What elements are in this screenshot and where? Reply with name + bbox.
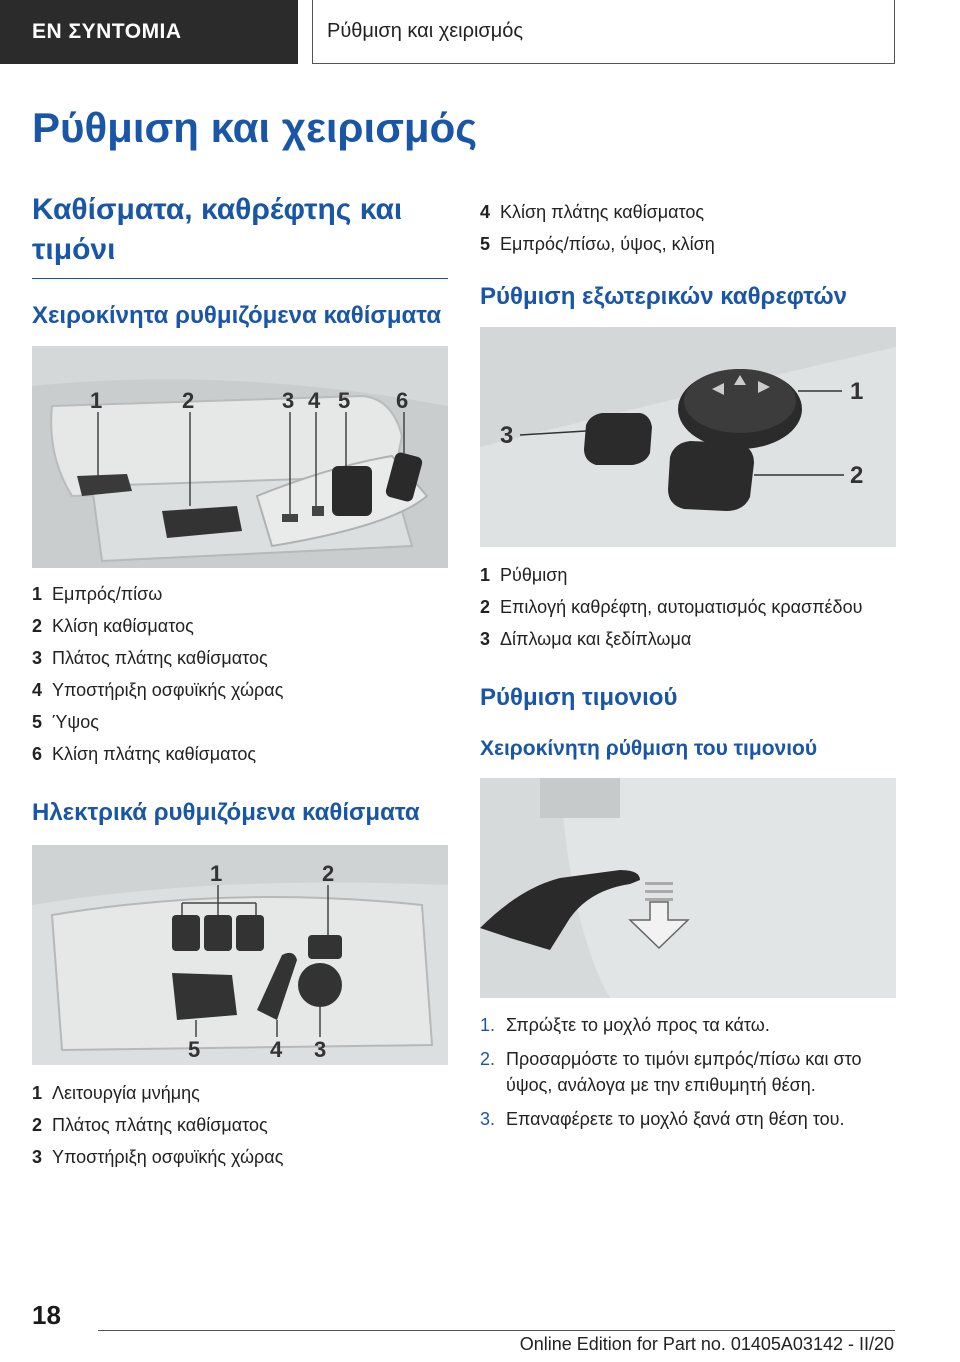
heading-manual-seats: Χειροκίνητα ρυθμιζόμενα καθίσματα	[32, 302, 442, 329]
list-item	[32, 674, 448, 706]
item-number: 2	[32, 616, 43, 636]
callout-label: 3	[282, 388, 295, 413]
item-number: 1	[32, 1083, 43, 1103]
steering-lever-image	[480, 778, 896, 998]
list-item	[32, 738, 448, 770]
step-text: Επαναφέρετε το μοχλό ξανά στη θέση του.	[506, 1109, 845, 1129]
item-text: Επιλογή καθρέφτη, αυτοματισμός κρασπέδου	[500, 597, 863, 617]
steering-lever-illustration	[480, 778, 896, 998]
callout-label: 4	[270, 1037, 283, 1062]
item-text: Υποστήριξη οσφυϊκής χώρας	[52, 1147, 284, 1167]
callout-label: 6	[396, 388, 409, 413]
item-text: Λειτουργία μνήμης	[52, 1083, 200, 1103]
list-item	[32, 1109, 448, 1141]
callout-label: 1	[210, 861, 223, 886]
item-text: Κλίση πλάτης καθίσματος	[52, 744, 257, 764]
item-number: 1	[32, 584, 43, 604]
item-number: 3	[32, 648, 43, 668]
list-item	[32, 578, 448, 610]
list-item	[480, 623, 896, 655]
list-item	[32, 642, 448, 674]
mirror-control-legend	[480, 559, 896, 655]
item-number: 3	[480, 629, 491, 649]
callout-label: 1	[850, 378, 864, 405]
electric-seat-image	[32, 845, 448, 1065]
heading-exterior-mirrors: Ρύθμιση εξωτερικών καθρεφτών	[480, 283, 847, 310]
right-column	[480, 196, 896, 1140]
callout-label: 2	[850, 462, 864, 489]
callout-label: 4	[308, 388, 321, 413]
list-item	[32, 706, 448, 738]
item-text: Κλίση καθίσματος	[52, 616, 194, 636]
callout-label: 5	[338, 388, 351, 413]
heading-electric-seats: Ηλεκτρικά ρυθμιζόμενα καθίσματα	[32, 799, 420, 826]
item-number: 1	[480, 565, 491, 585]
callout-label: 5	[188, 1037, 201, 1062]
step-number: 3.	[480, 1109, 496, 1129]
callout-label: 1	[90, 388, 103, 413]
step-text: Προσαρμόστε το τιμόνι εμπρός/πίσω και στο ύψος, ανάλογα με την επιθυμητή θέση.	[506, 1049, 862, 1095]
manual-seat-legend	[32, 578, 448, 770]
list-item	[480, 196, 896, 228]
heading-steering-wheel: Ρύθμιση τιμονιού	[480, 684, 678, 711]
steering-steps	[480, 1012, 896, 1132]
callout-label: 3	[314, 1037, 327, 1062]
page-number: 18	[32, 1300, 61, 1330]
manual-seat-image	[32, 346, 448, 568]
section-heading-seats-mirror-wheel: Καθίσματα, καθρέφτης και τιμόνι	[32, 190, 448, 279]
subheading-manual-steering: Χειροκίνητη ρύθμιση του τιμονιού	[480, 737, 818, 760]
list-item	[32, 1077, 448, 1109]
step-item	[480, 1106, 896, 1132]
callout-label: 2	[182, 388, 195, 413]
left-column	[32, 190, 448, 1173]
list-item	[480, 591, 896, 623]
manual-seat-illustration	[32, 346, 448, 568]
callout-label: 2	[322, 861, 335, 886]
item-text: Ρύθμιση	[500, 565, 568, 585]
item-number: 4	[32, 680, 43, 700]
step-number: 1.	[480, 1015, 496, 1035]
list-item	[480, 228, 896, 260]
electric-seat-illustration	[32, 845, 448, 1065]
item-text: Δίπλωμα και ξεδίπλωμα	[500, 629, 692, 649]
item-number: 6	[32, 744, 43, 764]
item-text: Εμπρός/πίσω, ύψος, κλίση	[500, 234, 715, 254]
callout-label: 3	[500, 422, 514, 449]
page-title: Ρύθμιση και χειρισμός	[32, 104, 478, 151]
list-item	[32, 610, 448, 642]
item-text: Εμπρός/πίσω	[52, 584, 163, 604]
item-number: 5	[32, 712, 43, 732]
mirror-control-image	[480, 327, 896, 547]
edition-footer: Online Edition for Part no. 01405A03142 - II/20	[519, 1334, 894, 1354]
section-tab: ΕΝ ΣΥΝΤΟΜΙΑ	[0, 0, 298, 64]
item-number: 2	[480, 597, 491, 617]
item-text: Πλάτος πλάτης καθίσματος	[52, 648, 268, 668]
item-number: 5	[480, 234, 491, 254]
list-item	[32, 1141, 448, 1173]
electric-seat-legend	[32, 1077, 448, 1173]
step-item	[480, 1046, 896, 1098]
item-text: Πλάτος πλάτης καθίσματος	[52, 1115, 268, 1135]
chapter-title: Ρύθμιση και χειρισμός	[312, 0, 895, 64]
item-text: Κλίση πλάτης καθίσματος	[500, 202, 705, 222]
item-text: Υποστήριξη οσφυϊκής χώρας	[52, 680, 284, 700]
mirror-control-illustration	[480, 327, 896, 547]
item-number: 3	[32, 1147, 43, 1167]
step-item	[480, 1012, 896, 1038]
list-item	[480, 559, 896, 591]
item-number: 4	[480, 202, 491, 222]
item-text: Ύψος	[52, 712, 99, 732]
step-text: Σπρώξτε το μοχλό προς τα κάτω.	[506, 1015, 770, 1035]
electric-seat-legend-continued	[480, 196, 896, 260]
footer-divider	[98, 1330, 895, 1331]
step-number: 2.	[480, 1049, 496, 1069]
item-number: 2	[32, 1115, 43, 1135]
